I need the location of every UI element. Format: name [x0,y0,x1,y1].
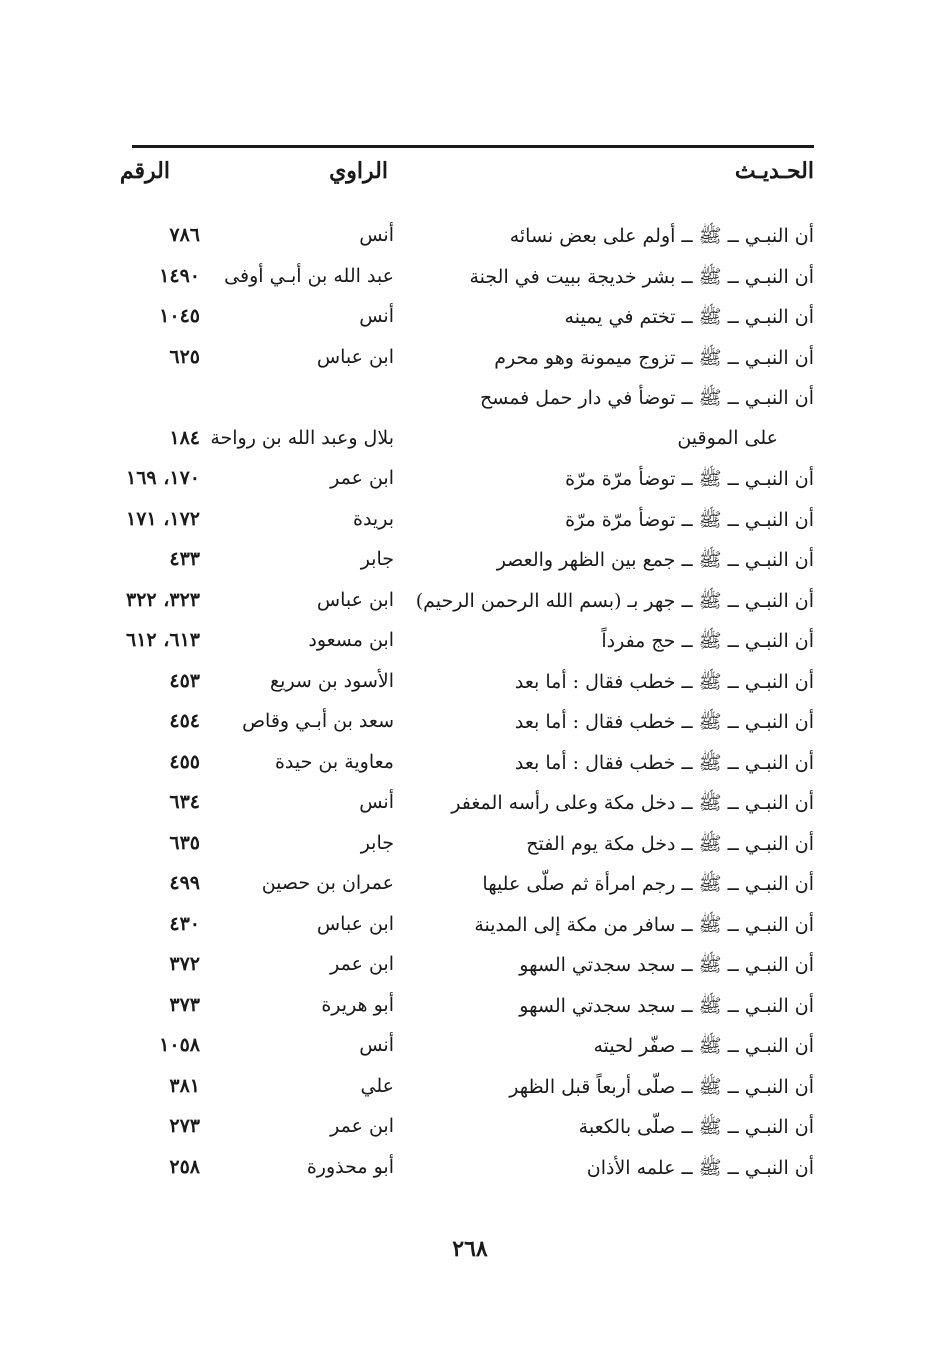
table-row [118,702,818,743]
row-narrator: ابن عباس [316,588,394,611]
row-hadith-text: أن النبـي ــ ﷺ ــ خطب فقال : أما بعد [514,711,814,733]
row-number: ٤٣٠ [169,912,200,935]
header-hadith: الحـديـث [734,158,814,184]
row-hadith-text: أن النبـي ــ ﷺ ــ علمه الأذان [586,1156,814,1179]
row-narrator: أبو محذورة [306,1155,394,1178]
table-row [118,1107,818,1148]
table-row [118,986,818,1027]
row-narrator: عمران بن حصين [261,872,394,894]
row-hadith-text: أن النبـي ــ ﷺ ــ جمع بين الظهر والعصر [496,549,814,571]
table-row [118,783,818,824]
table-row [118,459,818,500]
row-narrator: بريدة [353,507,394,530]
row-narrator: أبو هريرة [321,993,394,1016]
row-number: ٢٥٨ [169,1155,200,1178]
page-number: ٢٦٨ [452,1236,488,1262]
row-narrator: معاوية بن حيدة [274,750,394,773]
row-narrator: ابن عمر [330,953,394,975]
row-number: ٦٣٥ [169,831,200,854]
row-hadith-text: أن النبـي ــ ﷺ ــ صلّى أربعاً قبل الظهر [509,1075,814,1098]
row-hadith-text: أن النبـي ــ ﷺ ــ حج مفرداً [601,630,814,652]
table-row [118,1067,818,1108]
row-hadith-text: أن النبـي ــ ﷺ ــ خطب فقال : أما بعد [514,751,814,774]
table-row [118,581,818,622]
row-number: ١٤٩٠ [159,264,200,287]
row-narrator: بلال وعبد الله بن رواحة [210,426,394,449]
table-row [118,824,818,865]
row-number: ١٧٢، ١٧١ [126,507,200,530]
row-narrator: جابر [360,831,394,854]
row-hadith-text: أن النبـي ــ ﷺ ــ أولم على بعض نسائه [509,225,814,247]
row-narrator: ابن عباس [316,912,394,935]
row-hadith-text: أن النبـي ــ ﷺ ــ سافر من مكة إلى المدينة [474,913,814,936]
row-narrator: أنس [359,1034,394,1056]
row-narrator: عبد الله بن أبـي أوفى [224,264,394,287]
row-number: ١٨٤ [169,426,200,449]
row-number: ٣٧٢ [169,953,200,975]
row-number: ٤٥٤ [169,710,200,732]
row-hadith-text: أن النبـي ــ ﷺ ــ سجد سجدتي السهو [519,994,814,1017]
row-hadith-text: أن النبـي ــ ﷺ ــ توضأ مرّة مرّة [565,508,814,531]
row-number: ٢٧٣ [169,1115,200,1137]
table-row [118,338,818,379]
table-row [118,257,818,298]
row-number: ١٧٠، ١٦٩ [126,467,200,489]
row-hadith-text: أن النبـي ــ ﷺ ــ صلّى بالكعبة [578,1116,814,1138]
row-narrator: ابن مسعود [308,629,394,651]
header-narrator: الراوي [329,158,388,184]
table-row [118,905,818,946]
row-number: ٤٥٣ [169,669,200,692]
row-narrator: ابن عمر [330,1115,394,1137]
row-number: ١٠٥٨ [159,1034,200,1056]
row-hadith-text: أن النبـي ــ ﷺ ــ توضأ في دار حمل فمسح [479,387,814,409]
row-narrator: جابر [360,548,394,570]
row-hadith-text: أن النبـي ــ ﷺ ــ سجد سجدتي السهو [519,954,814,976]
row-hadith-text: أن النبـي ــ ﷺ ــ جهر بـ (بسم الله الرحمن الرحيم) [415,589,814,612]
table-row [118,743,818,784]
row-number: ٧٨٦ [169,224,200,246]
row-number: ٤٩٩ [169,872,200,894]
row-hadith-text: أن النبـي ــ ﷺ ــ صفّر لحيته [593,1035,814,1057]
table-row [118,621,818,662]
row-number: ٦٣٤ [169,791,200,813]
row-narrator: الأسود بن سريع [270,669,394,692]
row-hadith-text: أن النبـي ــ ﷺ ــ تختم في يمينه [564,306,814,328]
table-row [118,945,818,986]
row-number: ٣٧٣ [169,993,200,1016]
row-narrator: ابن عباس [316,345,394,368]
row-narrator: علي [360,1074,394,1097]
table-row [118,662,818,703]
table-row [118,540,818,581]
row-number: ٤٥٥ [169,750,200,773]
table-row [118,1148,818,1189]
row-hadith-text: أن النبـي ــ ﷺ ــ بشر خديجة ببيت في الجنة [469,265,814,288]
row-hadith-text: أن النبـي ــ ﷺ ــ دخل مكة وعلى رأسه المغفر [451,792,814,814]
table-row [118,216,818,257]
table-row [118,864,818,905]
row-hadith-text: أن النبـي ــ ﷺ ــ توضأ مرّة مرّة [565,468,814,490]
row-number: ٣٨١ [169,1074,200,1097]
row-narrator: سعد بن أبـي وقاص [242,710,394,732]
row-hadith-text: أن النبـي ــ ﷺ ــ تزوج ميمونة وهو محرم [494,346,814,369]
row-number: ٦٢٥ [169,345,200,368]
table-row [118,419,818,460]
header-rule [132,145,814,148]
row-hadith-text: أن النبـي ــ ﷺ ــ رجم امرأة ثم صلّى عليها [482,873,814,895]
row-number: ٤٣٣ [169,548,200,570]
table-header [118,150,818,190]
header-number: الرقم [119,158,170,184]
row-hadith-text: على الموقين [677,426,778,449]
table-row [118,378,818,419]
row-number: ٦١٣، ٦١٢ [126,629,200,651]
row-hadith-text: أن النبـي ــ ﷺ ــ خطب فقال : أما بعد [514,670,814,693]
row-narrator: أنس [359,305,394,327]
table-row [118,1026,818,1067]
row-narrator: أنس [359,224,394,246]
row-number: ١٠٤٥ [159,305,200,327]
table-row [118,297,818,338]
hadith-index-table [118,216,818,1188]
row-number: ٣٢٣، ٣٢٢ [126,588,200,611]
row-narrator: أنس [359,791,394,813]
row-hadith-text: أن النبـي ــ ﷺ ــ دخل مكة يوم الفتح [526,832,814,855]
row-narrator: ابن عمر [330,467,394,489]
table-row [118,500,818,541]
